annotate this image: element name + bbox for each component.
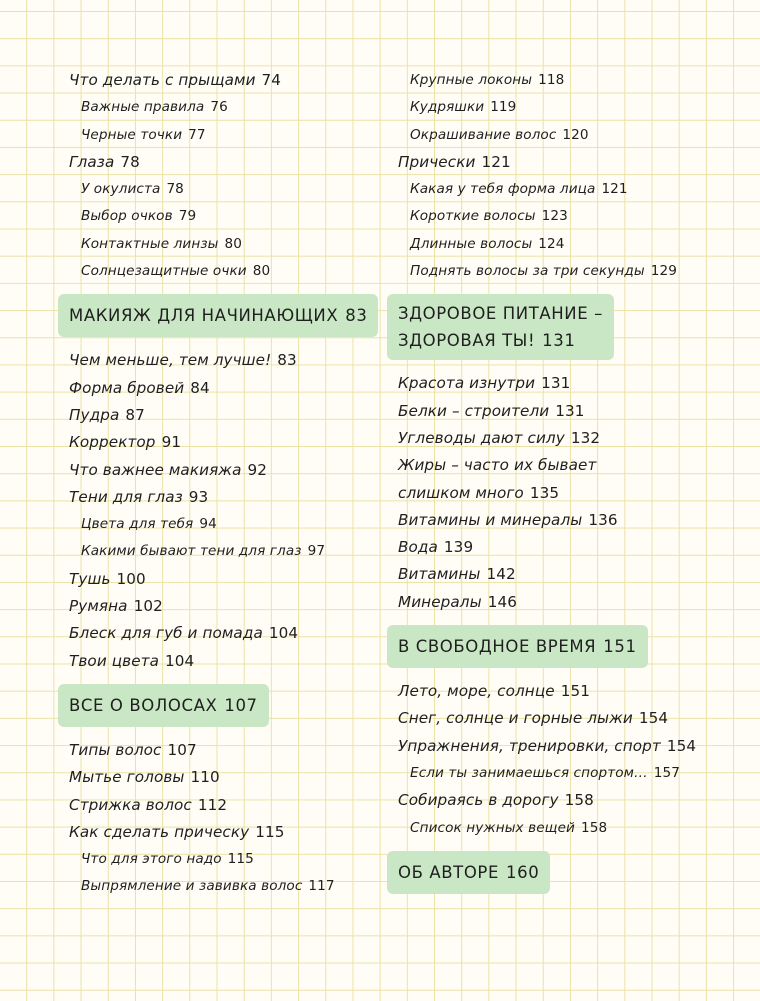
entry-page: 120 — [562, 126, 589, 143]
entry-page: 151 — [560, 682, 591, 701]
entry-page: 146 — [487, 592, 517, 611]
entry-title: Прически — [398, 152, 476, 171]
toc-entry — [69, 429, 389, 456]
entry-page: 92 — [247, 460, 268, 479]
entry-page: 79 — [178, 208, 197, 225]
entry-page: 117 — [308, 878, 335, 895]
section-banner-hair — [58, 684, 269, 727]
entry-page: 131 — [555, 401, 585, 420]
entry-page: 123 — [541, 208, 568, 225]
entry-title: Красота изнутри — [398, 374, 536, 393]
entry-page: 102 — [133, 597, 163, 616]
entry-title: Вода — [398, 538, 438, 557]
toc-entry — [69, 347, 389, 374]
entry-page: 158 — [580, 819, 608, 836]
toc-entry — [69, 566, 389, 593]
toc-subentry — [398, 231, 748, 258]
section-title: ОБ АВТОРЕ — [398, 862, 500, 882]
section-page: 83 — [345, 306, 368, 326]
entry-title: слишком много — [398, 483, 524, 502]
entry-page: 118 — [538, 72, 565, 88]
toc-subentry — [398, 176, 748, 203]
entry-page: 119 — [490, 99, 517, 116]
entry-page: 157 — [653, 764, 680, 781]
toc-entry — [69, 67, 389, 94]
entry-title: Корректор — [69, 433, 156, 452]
entry-title: Блеск для губ и помада — [69, 624, 263, 643]
toc-entry — [69, 457, 389, 484]
entry-title: Витамины — [398, 565, 481, 584]
entry-title: Какими бывают тени для глаз — [81, 543, 302, 560]
entry-title: Список нужных вещей — [410, 819, 575, 836]
toc-entry — [398, 678, 748, 705]
entry-title: Кудряшки — [410, 99, 485, 116]
toc-entry — [398, 452, 748, 479]
entry-page: 121 — [481, 152, 511, 171]
entry-title: Витамины и минералы — [398, 510, 583, 529]
section-banner-makeup — [58, 294, 378, 337]
toc-subentry — [69, 94, 389, 121]
entry-page: 100 — [116, 569, 146, 588]
entry-page: 94 — [199, 516, 217, 533]
entry-title: Важные правила — [81, 99, 205, 116]
entry-page: 110 — [190, 768, 220, 787]
toc-subentry — [69, 538, 389, 565]
entry-title: Глаза — [69, 152, 115, 171]
entry-page: 104 — [268, 624, 299, 643]
toc-group — [69, 67, 389, 285]
toc-entry — [69, 593, 389, 620]
entry-page: 135 — [529, 483, 560, 502]
toc-entry — [398, 149, 748, 176]
section-banner-free-time — [387, 625, 648, 668]
entry-title: Что для этого надо — [81, 851, 222, 868]
entry-page: 139 — [443, 538, 474, 557]
entry-title: Выпрямление и завивка волос — [81, 878, 303, 895]
entry-page: 80 — [224, 235, 243, 252]
entry-title: Черные точки — [81, 126, 183, 143]
entry-page: 129 — [650, 263, 677, 280]
entry-page: 83 — [277, 351, 297, 370]
entry-page: 104 — [165, 651, 195, 670]
entry-page: 115 — [255, 822, 285, 841]
entry-page: 154 — [666, 736, 697, 755]
toc-entry — [398, 370, 748, 397]
section-page: 160 — [506, 862, 540, 882]
entry-page: 131 — [541, 374, 571, 393]
entry-title: Контактные линзы — [81, 235, 219, 252]
entry-page: 91 — [161, 433, 182, 452]
toc-entry — [398, 507, 748, 534]
entry-page: 76 — [210, 99, 228, 116]
entry-page: 78 — [120, 152, 140, 171]
section-page: 131 — [542, 331, 576, 351]
section-page: 151 — [603, 637, 637, 657]
section-title-line2: ЗДОРОВАЯ ТЫ! — [398, 331, 536, 351]
entry-title: Мытье головы — [69, 768, 185, 787]
toc-subentry — [69, 231, 389, 258]
entry-page: 74 — [261, 71, 282, 89]
entry-title: Тени для глаз — [69, 487, 183, 506]
section-title: ВСЕ О ВОЛОСАХ — [69, 695, 218, 715]
entry-title: Поднять волосы за три секунды — [410, 263, 645, 280]
section-title-line1: ЗДОРОВОЕ ПИТАНИЕ – — [398, 304, 603, 324]
toc-entry — [398, 705, 748, 732]
entry-page: 87 — [125, 405, 145, 424]
toc-subentry — [69, 203, 389, 230]
entry-title: Углеводы дают силу — [398, 428, 565, 447]
toc-entry — [69, 375, 389, 402]
toc-entry — [398, 480, 748, 507]
entry-title: Крупные локоны — [410, 72, 533, 88]
entry-page: 80 — [252, 263, 271, 280]
toc-group — [398, 67, 748, 285]
entry-page: 97 — [307, 543, 326, 560]
entry-title: Если ты занимаешься спортом… — [410, 764, 648, 781]
entry-title: Цвета для тебя — [81, 516, 194, 533]
entry-title: Твои цвета — [69, 651, 160, 670]
entry-page: 93 — [188, 487, 209, 506]
entry-title: Короткие волосы — [410, 208, 536, 225]
entry-title: Выбор очков — [81, 208, 173, 225]
toc-group — [69, 347, 389, 675]
toc-entry — [398, 589, 748, 616]
entry-page: 84 — [190, 378, 210, 397]
entry-title: Упражнения, тренировки, спорт — [398, 736, 661, 755]
toc-entry — [398, 534, 748, 561]
section-banner-author — [387, 851, 550, 894]
toc-subentry — [69, 873, 389, 900]
entry-title: Пудра — [69, 405, 120, 424]
toc-subentry — [69, 258, 389, 285]
toc-entry — [69, 792, 389, 819]
entry-page: 121 — [601, 181, 628, 198]
toc-group — [398, 370, 748, 616]
toc-entry — [69, 648, 389, 675]
toc-entry — [69, 402, 389, 429]
toc-entry — [69, 737, 389, 764]
section-banner-food — [387, 294, 614, 360]
entry-title: Минералы — [398, 592, 482, 611]
entry-title: Жиры – часто их бывает — [398, 456, 597, 475]
toc-entry — [69, 819, 389, 846]
entry-title: Белки – строители — [398, 401, 550, 420]
entry-title: Какая у тебя форма лица — [410, 181, 596, 198]
entry-title: Что делать с прыщами — [69, 71, 256, 89]
entry-page: 158 — [564, 791, 594, 810]
entry-page: 77 — [188, 126, 206, 143]
toc-right-column — [398, 67, 748, 904]
toc-entry — [398, 561, 748, 588]
entry-page: 112 — [197, 795, 228, 814]
toc-entry — [398, 733, 748, 760]
entry-title: Румяна — [69, 597, 128, 616]
entry-title: Лето, море, солнце — [398, 682, 555, 701]
entry-title: Чем меньше, тем лучше! — [69, 351, 272, 370]
entry-title: Тушь — [69, 569, 111, 588]
entry-title: Стрижка волос — [69, 795, 192, 814]
entry-title: Снег, солнце и горные лыжи — [398, 709, 633, 728]
entry-title: Как сделать прическу — [69, 822, 250, 841]
toc-subentry — [398, 815, 748, 842]
toc-entry — [398, 425, 748, 452]
entry-title: Что важнее макияжа — [69, 460, 242, 479]
toc-entry — [69, 620, 389, 647]
toc-subentry — [398, 94, 748, 121]
toc-subentry — [398, 258, 748, 285]
toc-entry — [398, 398, 748, 425]
section-page: 107 — [224, 695, 258, 715]
entry-title: У окулиста — [81, 181, 161, 198]
toc-subentry — [69, 511, 389, 538]
toc-entry — [69, 149, 389, 176]
toc-group — [398, 678, 748, 842]
entry-page: 154 — [638, 709, 669, 728]
toc-entry — [69, 764, 389, 791]
entry-title: Окрашивание волос — [410, 126, 557, 143]
entry-page: 132 — [570, 428, 601, 447]
section-title: В СВОБОДНОЕ ВРЕМЯ — [398, 637, 597, 657]
entry-page: 142 — [486, 565, 516, 584]
toc-entry — [69, 484, 389, 511]
entry-title: Типы волос — [69, 740, 162, 759]
toc-entry — [398, 787, 748, 814]
entry-page: 78 — [166, 181, 184, 198]
entry-page: 107 — [167, 740, 197, 759]
entry-page: 136 — [588, 510, 618, 529]
entry-title: Собираясь в дорогу — [398, 791, 559, 810]
entry-page: 124 — [538, 235, 565, 252]
entry-title: Солнцезащитные очки — [81, 263, 247, 280]
section-title: МАКИЯЖ ДЛЯ НАЧИНАЮЩИХ — [69, 306, 339, 326]
toc-subentry — [69, 122, 389, 149]
entry-title: Форма бровей — [69, 378, 185, 397]
toc-left-column — [69, 67, 389, 901]
toc-subentry — [69, 176, 389, 203]
toc-subentry — [69, 846, 389, 873]
toc-subentry — [398, 203, 748, 230]
entry-page: 115 — [227, 851, 254, 868]
toc-subentry — [398, 122, 748, 149]
toc-subentry — [398, 67, 748, 94]
toc-group — [69, 737, 389, 901]
entry-title: Длинные волосы — [410, 235, 533, 252]
toc-subentry — [398, 760, 748, 787]
